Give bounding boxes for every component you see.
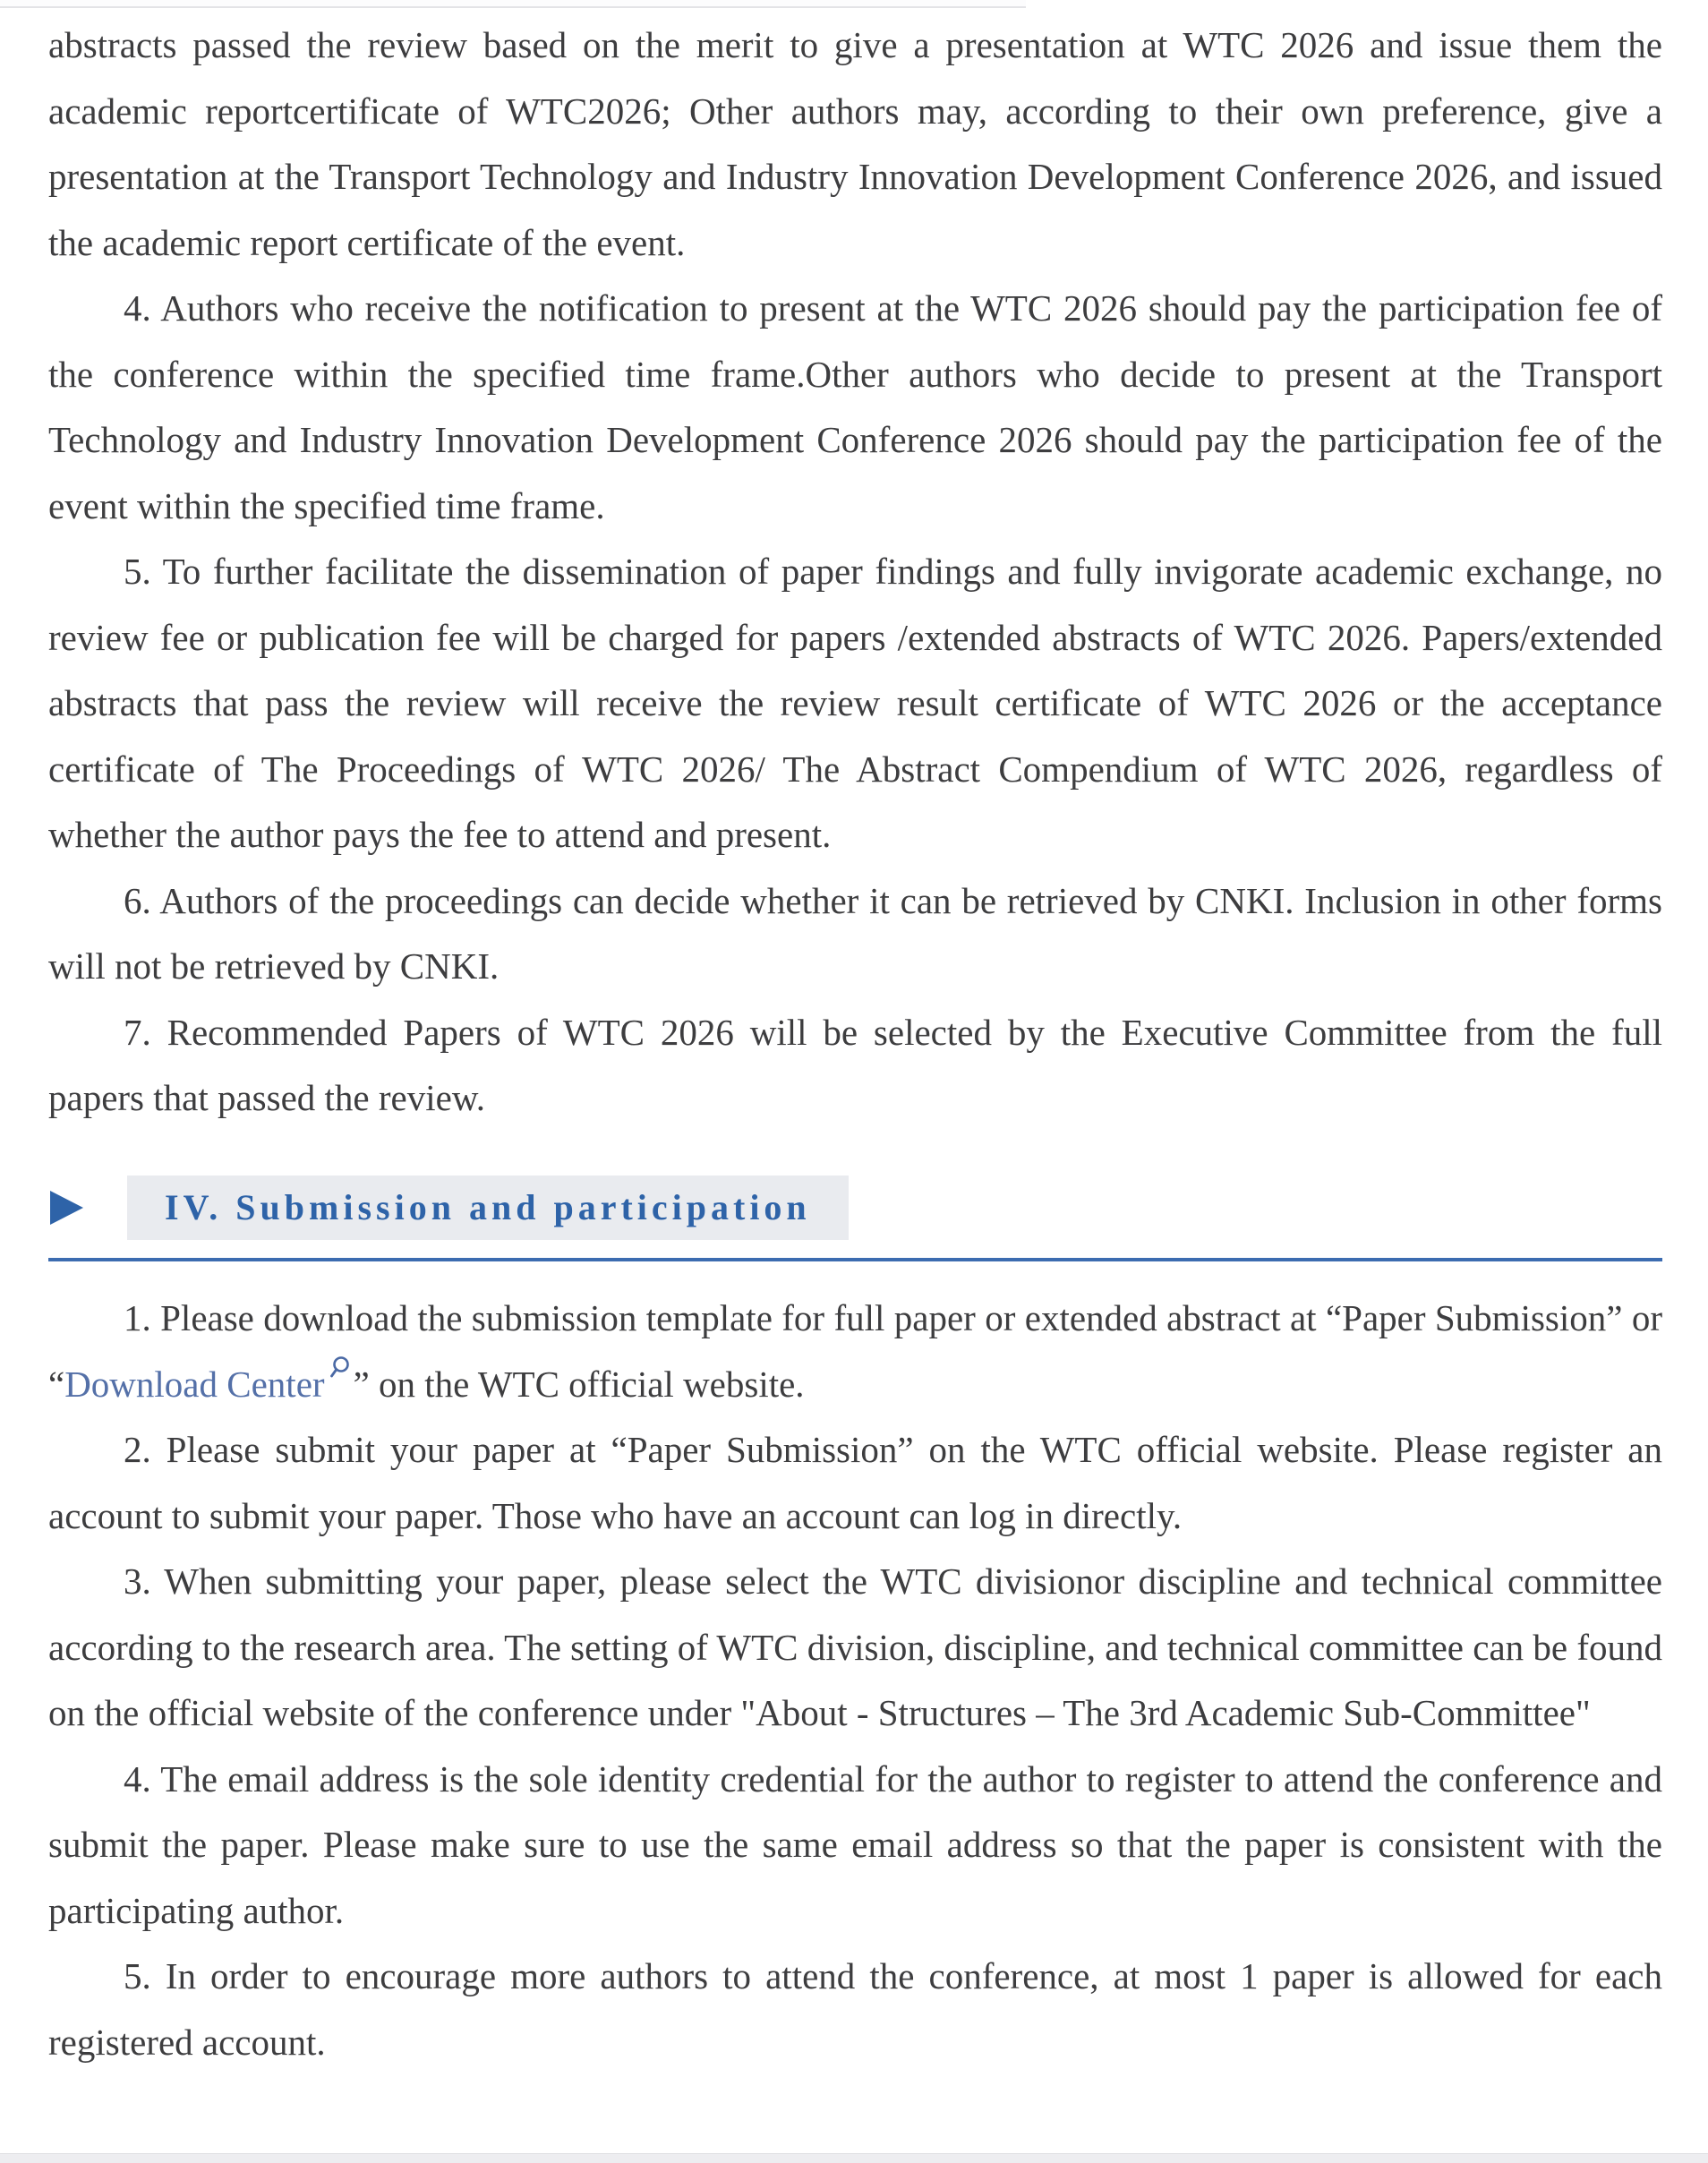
magnifier-icon xyxy=(329,1355,352,1382)
submission-item-1-before: 1. Please download the submission template for full paper or extended abstract at “Paper Submission” or “ xyxy=(48,1297,1662,1405)
section-heading: IV. Submission and participation xyxy=(127,1176,849,1240)
submission-item-1 xyxy=(48,1286,1662,1417)
paragraph-continuation: abstracts passed the review based on the merit to give a presentation at WTC 2026 and issue them the academic reportcertificate of WTC2026; Other authors may, according to their own preference, give a presentation at the Transport Technology and Industry Innovation Development Conference 2026, and issued the academic report certificate of the event. xyxy=(48,24,1662,263)
bottom-page-edge xyxy=(0,2153,1708,2163)
top-page-edge xyxy=(0,0,1026,8)
download-center-link[interactable]: Download Center xyxy=(64,1363,325,1405)
intro-text-block xyxy=(48,13,1662,1166)
paragraph-item-6: 6. Authors of the proceedings can decide whether it can be retrieved by CNKI. Inclusion in other forms will not be retrieved by CNKI. xyxy=(48,879,1662,987)
submission-item-4: 4. The email address is the sole identity credential for the author to register to attend the conference and submit the paper. Please make sure to use the same email address so that the paper is consistent with the participating author. xyxy=(48,1757,1662,1931)
submission-item-2: 2. Please submit your paper at “Paper Submission” on the WTC official website. Please register an account to submit your paper. Those who have an account can log in directly. xyxy=(48,1429,1662,1536)
right-triangle-icon xyxy=(50,1191,83,1225)
paragraph-item-4: 4. Authors who receive the notification to present at the WTC 2026 should pay the participation fee of the conference within the specified time frame.Other authors who decide to present at the Transport Technology and Industry Innovation Development Conference 2026 should pay the participation fee of the event within the specified time frame. xyxy=(48,287,1662,526)
paragraph-item-5: 5. To further facilitate the dissemination of paper findings and fully invigorate academic exchange, no review fee or publication fee will be charged for papers /extended abstracts of WTC 2026. Papers/extended abstracts that pass the review will receive the review result certificate of WTC 2026 or the acceptance certificate of The Proceedings of WTC 2026/ The Abstract Compendium of WTC 2026, regardless of whether the author pays the fee to attend and present. xyxy=(48,551,1662,855)
section-divider-rule xyxy=(48,1258,1662,1261)
submission-item-5: 5. In order to encourage more authors to attend the conference, at most 1 paper is allowed for each registered account. xyxy=(48,1955,1662,2063)
section-heading-block xyxy=(48,1176,1662,1261)
submission-item-1-after: ” on the WTC official website. xyxy=(353,1363,805,1405)
paragraph-item-7: 7. Recommended Papers of WTC 2026 will be selected by the Executive Committee from the full papers that passed the review. xyxy=(48,1011,1662,1118)
submission-section-block xyxy=(48,1286,1662,2150)
submission-item-3: 3. When submitting your paper, please select the WTC divisionor discipline and technical committee according to the research area. The setting of WTC division, discipline, and technical committee can be found on the official website of the conference under "About - Structures – The 3rd Academic Sub-Committee" xyxy=(48,1560,1662,1733)
